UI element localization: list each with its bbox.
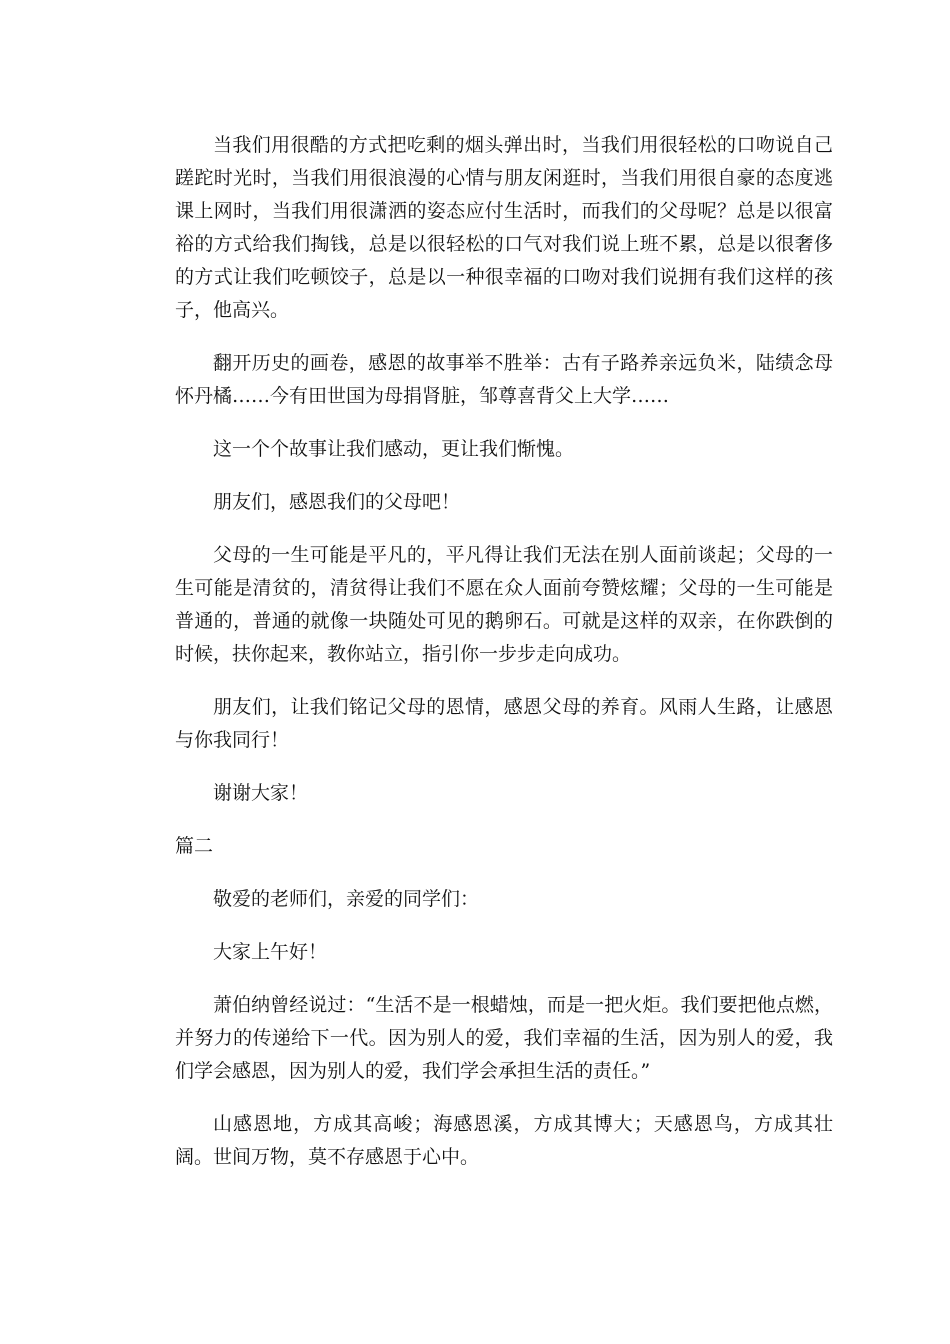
paragraph-shaw-quote: 萧伯纳曾经说过：“生活不是一根蜡烛，而是一把火炬。我们要把他点燃，并努力的传递给下一代。因为别人的爱，我们幸福的生活，因为别人的爱，我们学会感恩，因为别人的爱，我们学会承担生活的责任。” bbox=[175, 994, 833, 1082]
paragraph-greeting-teachers: 敬爱的老师们，亲爱的同学们： bbox=[213, 888, 480, 910]
paragraph-moved-ashamed: 这一个个故事让我们感动，更让我们惭愧。 bbox=[213, 438, 575, 460]
paragraph-parents-life: 父母的一生可能是平凡的，平凡得让我们无法在别人面前谈起；父母的一生可能是清贫的，清贫得让我们不愿在众人面前夸赞炫耀；父母的一生可能是普通的，普通的就像一块随处可见的鹅卵石。可就是这样的双亲，在你跌倒的时候，扶你起来，教你站立，指引你一步步走向成功。 bbox=[175, 544, 833, 665]
paragraph-remember-kindness: 朋友们，让我们铭记父母的恩情，感恩父母的养育。风雨人生路，让感恩与你我同行！ bbox=[175, 696, 833, 751]
paragraph-thank-parents: 朋友们，感恩我们的父母吧！ bbox=[213, 491, 461, 513]
paragraph-nature-gratitude: 山感恩地，方成其高峻；海感恩溪，方成其博大；天感恩鸟，方成其壮阔。世间万物，莫不存感恩于心中。 bbox=[175, 1113, 833, 1168]
paragraph-history-stories: 翻开历史的画卷，感恩的故事举不胜举：古有子路养亲远负米，陆绩念母怀丹橘……今有田世国为母捐肾脏，邹尊喜背父上大学…… bbox=[175, 352, 833, 407]
document-body bbox=[175, 129, 833, 1194]
paragraph-good-morning: 大家上午好！ bbox=[213, 941, 328, 963]
paragraph-thanks-all: 谢谢大家！ bbox=[213, 782, 309, 804]
paragraph-parents-contrast: 当我们用很酷的方式把吃剩的烟头弹出时，当我们用很轻松的口吻说自己蹉跎时光时，当我们用很浪漫的心情与朋友闲逛时，当我们用很自豪的态度逃课上网时，当我们用很潇洒的姿态应付生活时，而我们的父母呢？总是以很富裕的方式给我们掏钱，总是以很轻松的口气对我们说上班不累，总是以很奢侈的方式让我们吃顿饺子，总是以一种很幸福的口吻对我们说拥有我们这样的孩子，他高兴。 bbox=[175, 134, 833, 321]
section-heading: 篇二 bbox=[175, 835, 214, 857]
